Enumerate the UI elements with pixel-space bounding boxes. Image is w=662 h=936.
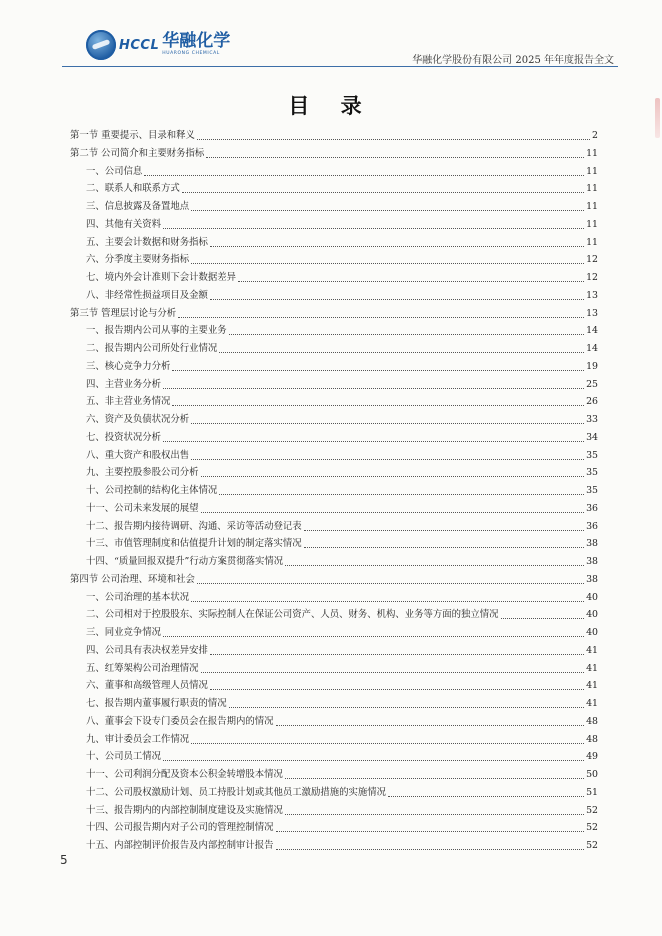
toc-entry[interactable]	[86, 325, 598, 337]
toc-entry[interactable]	[86, 698, 598, 710]
toc-entry[interactable]	[70, 130, 598, 142]
toc-entry[interactable]	[86, 680, 598, 692]
toc-entry[interactable]	[86, 592, 598, 604]
toc-entry-label: 四、公司具有表决权差异安排	[86, 644, 208, 656]
toc-leader-dots	[197, 583, 584, 584]
toc-entry[interactable]	[86, 166, 598, 178]
toc-leader-dots	[304, 530, 584, 531]
toc-entry-label: 六、董事和高级管理人员情况	[86, 680, 208, 692]
toc-leader-dots	[178, 317, 584, 318]
toc-entry[interactable]	[86, 396, 598, 408]
toc-entry-page: 41	[586, 698, 598, 709]
toc-entry-page: 11	[586, 218, 598, 230]
toc-entry-label: 十二、报告期内接待调研、沟通、采访等活动登记表	[86, 520, 302, 532]
toc-entry-page: 13	[586, 307, 598, 319]
toc-entry-page: 12	[586, 272, 598, 283]
toc-entry-page: 13	[586, 289, 598, 301]
toc-leader-dots	[229, 334, 584, 335]
toc-entry[interactable]	[86, 805, 598, 817]
toc-entry-page: 25	[586, 378, 598, 390]
toc-entry-label: 五、非主营业务情况	[86, 396, 171, 408]
toc-entry-page: 11	[586, 183, 598, 195]
toc-leader-dots	[197, 139, 590, 140]
toc-entry-label: 一、报告期内公司从事的主要业务	[86, 325, 227, 337]
toc-entry[interactable]	[86, 201, 598, 213]
toc-entry[interactable]	[86, 840, 598, 852]
toc-entry-label: 二、联系人和联系方式	[86, 183, 180, 195]
toc-entry-page: 33	[586, 414, 598, 425]
toc-entry[interactable]	[86, 379, 598, 391]
company-logo	[86, 30, 230, 60]
toc-entry-label: 四、其他有关资料	[86, 218, 162, 230]
logo-english: HCCL	[119, 37, 160, 53]
toc-entry[interactable]	[86, 556, 598, 568]
toc-entry-label: 九、主要控股参股公司分析	[86, 467, 199, 479]
toc-entry[interactable]	[86, 734, 598, 746]
toc-entry-page: 26	[586, 396, 598, 408]
toc-entry-page: 12	[586, 254, 598, 266]
toc-entry[interactable]	[70, 574, 598, 586]
toc-entry-label: 二、公司相对于控股股东、实际控制人在保证公司资产、人员、财务、机构、业务等方面的独立情况	[86, 609, 499, 621]
toc-entry[interactable]	[86, 822, 598, 834]
toc-leader-dots	[219, 494, 584, 495]
toc-leader-dots	[210, 654, 584, 655]
toc-entry-label: 六、分季度主要财务指标	[86, 254, 190, 266]
toc-entry-label: 十三、报告期内的内部控制制度建设及实施情况	[86, 804, 283, 816]
toc-entry-page: 19	[586, 360, 598, 372]
toc-leader-dots	[144, 175, 584, 176]
toc-entry-page: 11	[586, 236, 598, 248]
toc-entry-label: 三、核心竞争力分析	[86, 360, 171, 372]
toc-leader-dots	[285, 814, 584, 815]
toc-title: 目 录	[288, 93, 374, 118]
toc-entry-page: 49	[586, 751, 598, 763]
toc-entry-label: 十、公司员工情况	[86, 751, 162, 763]
toc-entry[interactable]	[86, 254, 598, 266]
toc-leader-dots	[388, 796, 584, 797]
toc-entry-page: 41	[586, 644, 598, 656]
toc-entry-page: 11	[586, 165, 598, 177]
toc-leader-dots	[201, 512, 585, 513]
toc-leader-dots	[182, 192, 584, 193]
toc-entry[interactable]	[86, 219, 598, 231]
toc-leader-dots	[229, 707, 584, 708]
toc-entry-page: 52	[586, 804, 598, 816]
toc-leader-dots	[163, 228, 584, 229]
toc-entry-label: 六、资产及负债状况分析	[86, 414, 190, 425]
toc-entry-label: 三、信息披露及备置地点	[86, 201, 190, 212]
toc-entry-page: 50	[586, 769, 598, 780]
toc-leader-dots	[210, 689, 584, 690]
toc-entry[interactable]	[86, 609, 598, 621]
toc-leader-dots	[201, 476, 585, 477]
toc-entry-label: 第四节 公司治理、环境和社会	[70, 573, 195, 585]
toc-leader-dots	[191, 459, 584, 460]
toc-leader-dots	[191, 601, 584, 602]
toc-entry[interactable]	[86, 769, 598, 781]
toc-entry-page: 52	[586, 822, 598, 834]
page-header	[0, 0, 662, 70]
toc-entry[interactable]	[86, 183, 598, 195]
toc-leader-dots	[163, 636, 584, 637]
toc-entry-page: 11	[586, 147, 598, 159]
report-title-header: 华融化学股份有限公司 2025 年年度报告全文	[412, 55, 614, 66]
toc-leader-dots	[219, 352, 584, 353]
toc-entry-label: 十四、公司报告期内对子公司的管理控制情况	[86, 822, 274, 834]
toc-leader-dots	[191, 743, 584, 744]
toc-entry[interactable]	[86, 645, 598, 657]
toc-entry-page: 48	[586, 733, 598, 745]
toc-entry-page: 52	[586, 840, 598, 851]
toc-entry-page: 38	[586, 538, 598, 550]
toc-entry-label: 十二、公司股权激励计划、员工持股计划或其他员工激励措施的实施情况	[86, 786, 387, 798]
toc-leader-dots	[172, 405, 584, 406]
toc-entry-page: 36	[586, 520, 598, 532]
toc-entry[interactable]	[86, 467, 598, 479]
toc-entry-label: 十一、公司未来发展的展望	[86, 502, 199, 514]
toc-entry-page: 35	[586, 485, 598, 496]
toc-entry[interactable]	[70, 308, 598, 320]
toc-entry-label: 三、同业竞争情况	[86, 627, 162, 638]
toc-leader-dots	[191, 210, 584, 211]
toc-entry[interactable]	[86, 361, 598, 373]
toc-entry[interactable]	[86, 237, 598, 249]
toc-leader-dots	[163, 441, 584, 442]
header-divider	[62, 66, 618, 67]
toc-entry-label: 七、投资状况分析	[86, 431, 162, 443]
toc-entry-page: 38	[586, 556, 598, 567]
toc-entry-label: 七、境内外会计准则下会计数据差异	[86, 272, 237, 283]
toc-entry[interactable]	[70, 148, 598, 160]
toc-entry-page: 35	[586, 467, 598, 479]
toc-leader-dots	[210, 246, 584, 247]
toc-entry-page: 40	[586, 591, 598, 603]
logo-subtitle: HUARONG CHEMICAL	[162, 51, 220, 57]
toc-entry[interactable]	[86, 716, 598, 728]
toc-leader-dots	[191, 263, 584, 264]
toc-entry-page: 11	[586, 201, 598, 212]
toc-leader-dots	[304, 547, 584, 548]
toc-entry-label: 一、公司治理的基本状况	[86, 591, 190, 603]
toc-entry[interactable]	[86, 450, 598, 462]
toc-entry-page: 2	[592, 130, 598, 141]
toc-entry-page: 14	[586, 325, 598, 337]
toc-entry-label: 八、重大资产和股权出售	[86, 449, 190, 461]
toc-entry[interactable]	[86, 503, 598, 515]
toc-entry-label: 十四、“质量回报双提升”行动方案贯彻落实情况	[86, 556, 284, 567]
toc-entry-page: 38	[586, 573, 598, 585]
globe-logo-icon	[86, 30, 116, 60]
toc-entry[interactable]	[86, 627, 598, 639]
toc-entry-label: 第一节 重要提示、目录和释义	[70, 130, 195, 141]
toc-entry[interactable]	[86, 538, 598, 550]
toc-entry[interactable]	[86, 787, 598, 799]
toc-entry-page: 41	[586, 662, 598, 674]
toc-entry-label: 七、报告期内董事履行职责的情况	[86, 698, 227, 709]
toc-entry-page: 40	[586, 627, 598, 638]
toc-entry-label: 四、主营业务分析	[86, 378, 162, 390]
toc-entry-label: 第三节 管理层讨论与分析	[70, 307, 177, 319]
toc-leader-dots	[276, 725, 585, 726]
toc-entry-page: 34	[586, 431, 598, 443]
toc-entry[interactable]	[86, 663, 598, 675]
toc-entry[interactable]	[86, 414, 598, 426]
toc-leader-dots	[163, 760, 584, 761]
toc-leader-dots	[206, 157, 584, 158]
toc-entry-page: 14	[586, 343, 598, 354]
page-number: 5	[60, 853, 68, 867]
toc-entry-label: 第二节 公司简介和主要财务指标	[70, 147, 205, 159]
toc-entry-label: 二、报告期内公司所处行业情况	[86, 343, 218, 354]
toc-leader-dots	[285, 778, 584, 779]
toc-entry-page: 36	[586, 502, 598, 514]
toc-entry[interactable]	[86, 272, 598, 284]
toc-entry[interactable]	[86, 485, 598, 497]
toc-entry-label: 五、主要会计数据和财务指标	[86, 236, 208, 248]
toc-entry-label: 八、董事会下设专门委员会在报告期内的情况	[86, 715, 274, 727]
toc-leader-dots	[210, 299, 584, 300]
toc-entry-label: 十一、公司利润分配及资本公积金转增股本情况	[86, 769, 283, 780]
toc-leader-dots	[172, 370, 584, 371]
toc-entry[interactable]	[86, 343, 598, 355]
toc-entry-label: 十五、内部控制评价报告及内部控制审计报告	[86, 840, 274, 851]
toc-leader-dots	[238, 281, 584, 282]
margin-stamp-mark	[655, 98, 660, 138]
toc-leader-dots	[201, 672, 585, 673]
toc-entry-label: 十、公司控制的结构化主体情况	[86, 485, 218, 496]
toc-leader-dots	[276, 831, 585, 832]
toc-entry-page: 35	[586, 449, 598, 461]
toc-entry-label: 一、公司信息	[86, 165, 143, 177]
toc-entry-page: 51	[586, 786, 598, 798]
toc-leader-dots	[285, 565, 584, 566]
toc-entry-page: 41	[586, 680, 598, 692]
toc-entry-label: 五、红筹架构公司治理情况	[86, 662, 199, 674]
toc-entry[interactable]	[86, 290, 598, 302]
toc-entry-page: 40	[586, 609, 598, 621]
toc-leader-dots	[276, 849, 585, 850]
toc-entry[interactable]	[86, 751, 598, 763]
logo-chinese: 华融化学	[162, 31, 231, 52]
toc-leader-dots	[163, 388, 584, 389]
toc-entry-label: 八、非经常性损益项目及金额	[86, 289, 208, 301]
toc-entry-page: 48	[586, 715, 598, 727]
toc-entry-label: 十三、市值管理制度和估值提升计划的制定落实情况	[86, 538, 302, 550]
toc-leader-dots	[191, 423, 584, 424]
toc-entry[interactable]	[86, 432, 598, 444]
toc-entry-label: 九、审计委员会工作情况	[86, 733, 190, 745]
toc-entry[interactable]	[86, 521, 598, 533]
toc-leader-dots	[501, 618, 585, 619]
